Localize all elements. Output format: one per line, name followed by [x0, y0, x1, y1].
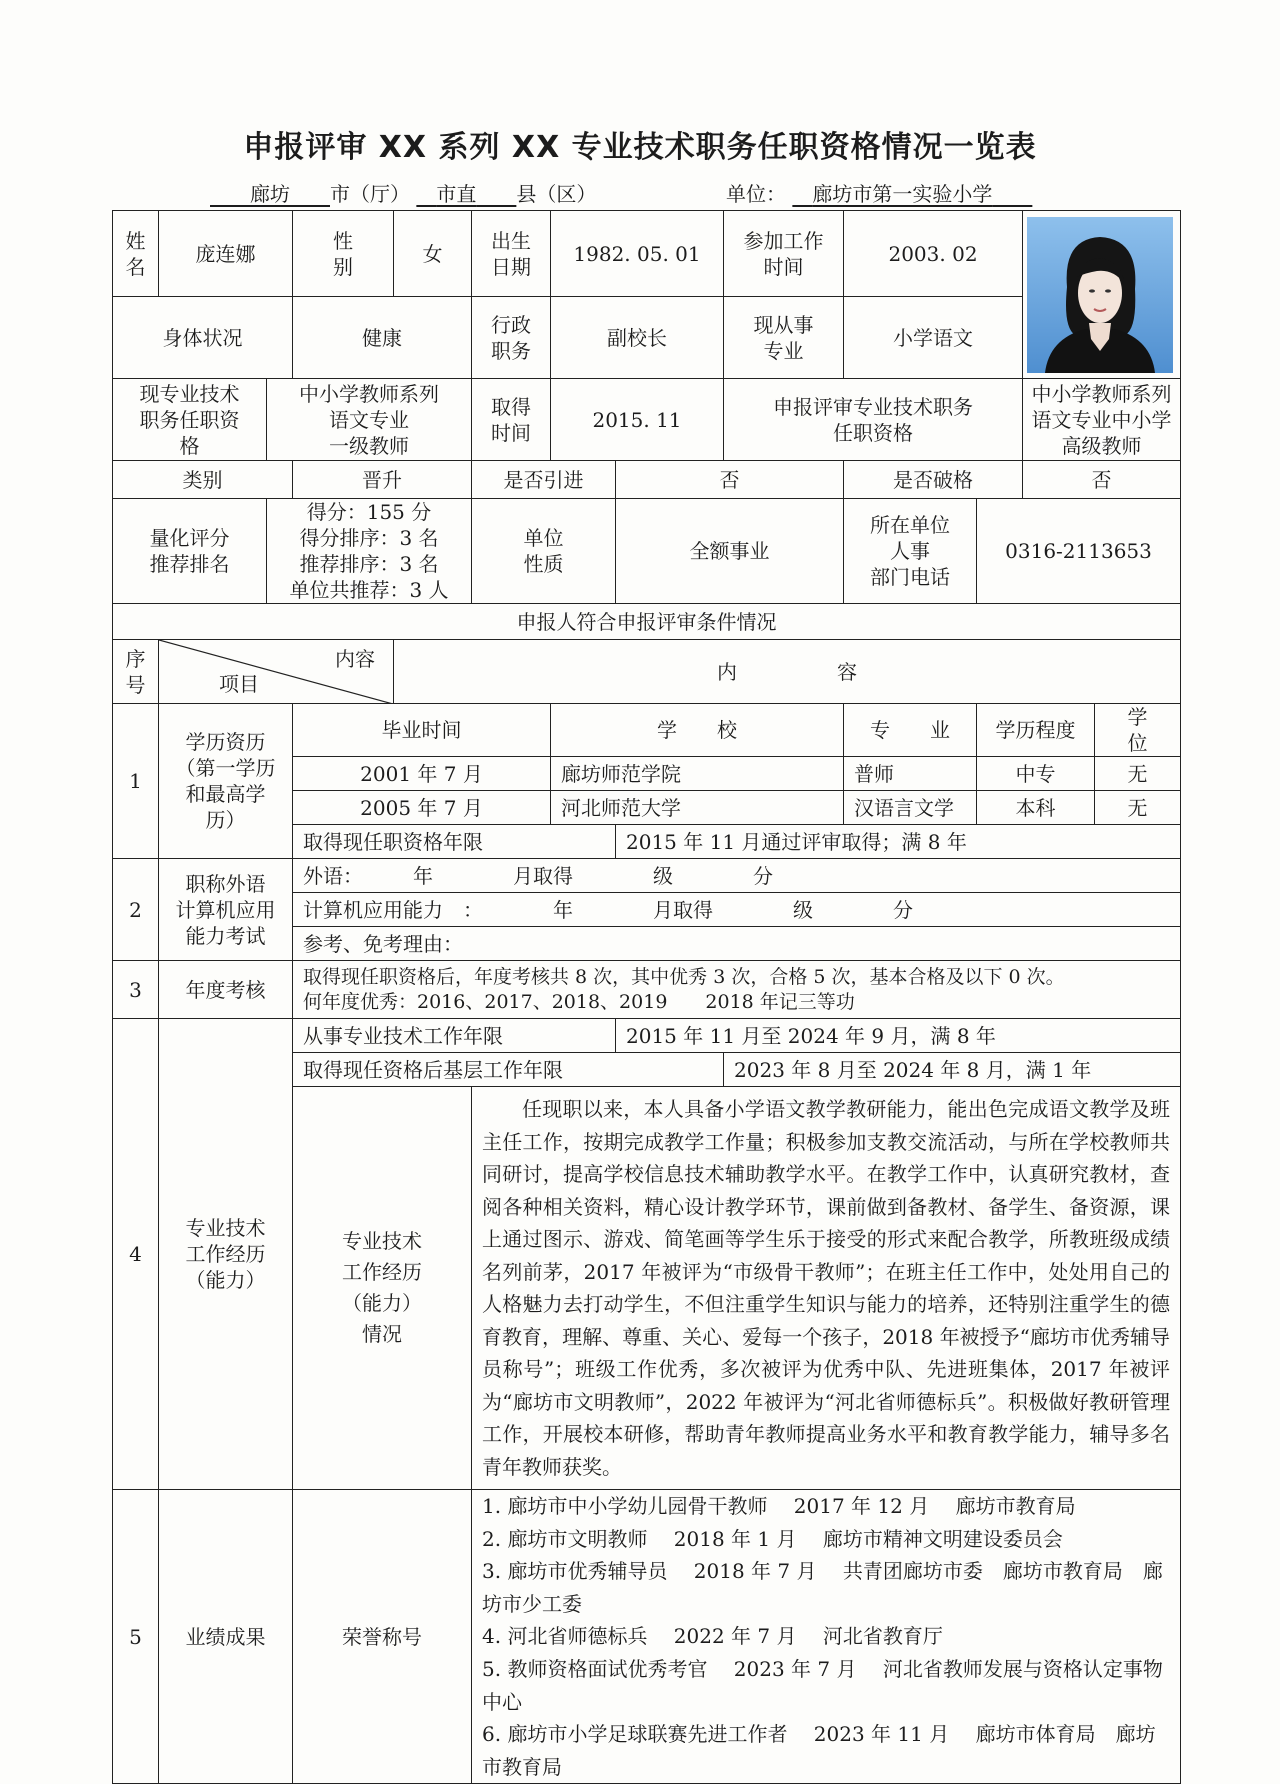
item-corner-label: 项目 [219, 672, 259, 696]
edu-grad-time: 2005 年 7 月 [293, 791, 551, 825]
conditions-title: 申报人符合申报评审条件情况 [113, 604, 1181, 640]
portrait-icon [1027, 217, 1173, 373]
introduced-label: 是否引进 [472, 461, 616, 499]
work-start-value: 2003. 02 [844, 211, 1023, 297]
score-rank-label: 量化评分 推荐排名 [113, 499, 267, 604]
foreign-language-line: 外语： 年 月取得 级 分 [293, 859, 1181, 893]
honor-item: 4. 河北省师德标兵 2022 年 7 月 河北省教育厅 [482, 1624, 943, 1649]
row-basic-4 [113, 461, 1181, 499]
gender-value: 女 [394, 211, 472, 297]
section-1-label: 学历资历 （第一学历 和最高学 历） [159, 704, 293, 859]
category-value: 晋升 [293, 461, 472, 499]
base-years-label: 取得现任资格后基层工作年限 [293, 1053, 724, 1087]
section-2-label: 职称外语 计算机应用 能力考试 [159, 859, 293, 961]
health-label: 身体状况 [113, 297, 293, 379]
base-years-value: 2023 年 8 月至 2024 年 8 月，满 1 年 [724, 1053, 1181, 1087]
edu-degree: 无 [1095, 757, 1181, 791]
honor-list [472, 1490, 1181, 1784]
edu-grad-time: 2001 年 7 月 [293, 757, 551, 791]
honor-item: 5. 教师资格面试优秀考官 2023 年 7 月 河北省教师发展与资格认定事物中心 [482, 1656, 1163, 1714]
exp-detail-text: 任现职以来，本人具备小学语文教学教研能力，能出色完成语文教学及班主任工作，按期完成教学工作量；积极参加支教交流活动，与所在学校教师共同研讨，提高学校信息技术辅助教学水平。在教学工作中，认真研究教材，查阅各种相关资料，精心设计教学环节，课前做到备教材、备学生、备资源，课上通过图示、游戏、简笔画等学生乐于接受的形式来配合教学，所教班级成绩名列前茅，2017 年被评为“市级骨干教师”；在班主任工作中，处处用自己的人格魅力去打动学生，不但注重学生知识与能力的培养，还特别注重学生的德育教育，理解、尊重、关心、爱每一个孩子，2018 年被授予“廊坊市优秀辅导员称号”；班级工作优秀，多次被评为优秀中队、先进班集体，2017 年被评为“廊坊市文明教师”，2022 年被评为“河北省师德标兵”。积极做好教研管理工作，开展校本研修，帮助青年教师提高业务水平和教育教学能力，辅导多名青年教师获奖。 [472, 1087, 1181, 1490]
unit-value: 廊坊市第一实验小学 [812, 182, 993, 206]
admin-post-label: 行政 职务 [472, 297, 551, 379]
honor-item: 3. 廊坊市优秀辅导员 2018 年 7 月 共青团廊坊市委 廊坊市教育局 廊坊市少工委 [482, 1559, 1163, 1616]
annual-row [113, 961, 1181, 1019]
city-value: 廊坊 [250, 182, 290, 206]
name-value: 庞连娜 [159, 211, 293, 297]
work-years-label: 从事专业技术工作年限 [293, 1019, 616, 1053]
county-value: 市直 [436, 182, 477, 206]
exempt-reason-line: 参考、免考理由： [293, 927, 1181, 961]
annual-review-line-2: 何年度优秀：2016、2017、2018、2019 2018 年记三等功 [303, 990, 855, 1013]
current-major-value: 小学语文 [844, 297, 1023, 379]
qualification-form [112, 210, 1188, 1784]
section-3-no: 3 [113, 961, 159, 1019]
row-conditions-title [113, 604, 1181, 640]
unit-line [726, 178, 1032, 207]
section-4-no: 4 [113, 1019, 159, 1490]
row-basic-5 [113, 499, 1181, 604]
health-value: 健康 [293, 297, 472, 379]
edu-level: 中专 [977, 757, 1095, 791]
apply-qual-label: 申报评审专业技术职务 任职资格 [724, 379, 1023, 461]
honor-item: 1. 廊坊市中小学幼儿园骨干教师 2017 年 12 月 廊坊市教育局 [482, 1494, 1076, 1518]
birth-value: 1982. 05. 01 [551, 211, 724, 297]
edu-degree: 无 [1095, 791, 1181, 825]
edu-col-major: 专 业 [844, 704, 977, 757]
current-qual-label: 现专业技术 职务任职资 格 [113, 379, 267, 461]
honor-label: 荣誉称号 [293, 1490, 472, 1784]
exceptional-label: 是否破格 [844, 461, 1023, 499]
obtain-time-label: 取得 时间 [472, 379, 551, 461]
unit-label: 单位： [726, 182, 786, 206]
edu-header-row [113, 704, 1181, 757]
work-start-label: 参加工作 时间 [724, 211, 844, 297]
edu-col-degree: 学 位 [1095, 704, 1181, 757]
county-suffix: 县（区） [516, 182, 597, 206]
section-5-label: 业绩成果 [159, 1490, 293, 1784]
current-qual-value: 中小学教师系列 语文专业 一级教师 [267, 379, 472, 461]
work-years-value: 2015 年 11 月至 2024 年 9 月，满 8 年 [616, 1019, 1181, 1053]
edu-col-grad-time: 毕业时间 [293, 704, 551, 757]
apply-qual-value: 中小学教师系列 语文专业中小学 高级教师 [1023, 379, 1181, 461]
page-title: 申报评审 XX 系列 XX 专业技术职务任职资格情况一览表 [243, 130, 1037, 165]
achieve-row [113, 1490, 1181, 1784]
qual-years-label: 取得现任职资格年限 [293, 825, 616, 859]
region-line [210, 178, 596, 207]
gender-label: 性 别 [293, 211, 394, 297]
edu-level: 本科 [977, 791, 1095, 825]
row-basic-1 [113, 211, 1181, 297]
portrait-photo [1023, 211, 1181, 379]
birth-label: 出生 日期 [472, 211, 551, 297]
admin-post-value: 副校长 [551, 297, 724, 379]
row-basic-3 [113, 379, 1181, 461]
current-major-label: 现从事 专业 [724, 297, 844, 379]
honor-item: 2. 廊坊市文明教师 2018 年 1 月 廊坊市精神文明建设委员会 [482, 1526, 1063, 1551]
edu-school: 河北师范大学 [551, 791, 844, 825]
seq-header: 序 号 [113, 640, 159, 704]
row-column-header [113, 640, 1181, 704]
category-label: 类别 [113, 461, 293, 499]
name-label: 姓 名 [113, 211, 159, 297]
score-rank-value: 得分：155 分 得分排序：3 名 推荐排序：3 名 单位共推荐：3 人 [267, 499, 472, 604]
exceptional-value: 否 [1023, 461, 1181, 499]
annual-review-line-1: 取得现任职资格后，年度考核共 8 次，其中优秀 3 次，合格 5 次，基本合格及以下 0 次。 [303, 965, 1065, 988]
row-basic-2 [113, 297, 1181, 379]
unit-nature-label: 单位 性质 [472, 499, 616, 604]
computer-skill-line: 计算机应用能力 ： 年 月取得 级 分 [293, 893, 1181, 927]
qual-years-value: 2015 年 11 月通过评审取得；满 8 年 [616, 825, 1181, 859]
section-4-label: 专业技术 工作经历 （能力） [159, 1019, 293, 1490]
annual-review-text [293, 961, 1181, 1019]
exp-detail-label: 专业技术 工作经历 （能力） 情况 [293, 1087, 472, 1490]
edu-col-school: 学 校 [551, 704, 844, 757]
lang-row-1 [113, 859, 1181, 893]
exp-row-1 [113, 1019, 1181, 1053]
hr-phone-label: 所在单位 人事 部门电话 [844, 499, 977, 604]
content-header: 内 容 [394, 640, 1181, 704]
unit-nature-value: 全额事业 [616, 499, 844, 604]
edu-col-level: 学历程度 [977, 704, 1095, 757]
hr-phone-value: 0316-2113653 [977, 499, 1181, 604]
honor-item: 6. 廊坊市小学足球联赛先进工作者 2023 年 11 月 廊坊市体育局 廊坊市教育局 [482, 1722, 1156, 1779]
edu-school: 廊坊师范学院 [551, 757, 844, 791]
section-3-label: 年度考核 [159, 961, 293, 1019]
section-5-no: 5 [113, 1490, 159, 1784]
item-content-header [159, 640, 394, 704]
edu-major: 普师 [844, 757, 977, 791]
content-corner-label: 内容 [335, 647, 375, 671]
section-1-no: 1 [113, 704, 159, 859]
edu-major: 汉语言文学 [844, 791, 977, 825]
section-2-no: 2 [113, 859, 159, 961]
obtain-time-value: 2015. 11 [551, 379, 724, 461]
introduced-value: 否 [616, 461, 844, 499]
city-suffix: 市（厅） [330, 182, 410, 206]
